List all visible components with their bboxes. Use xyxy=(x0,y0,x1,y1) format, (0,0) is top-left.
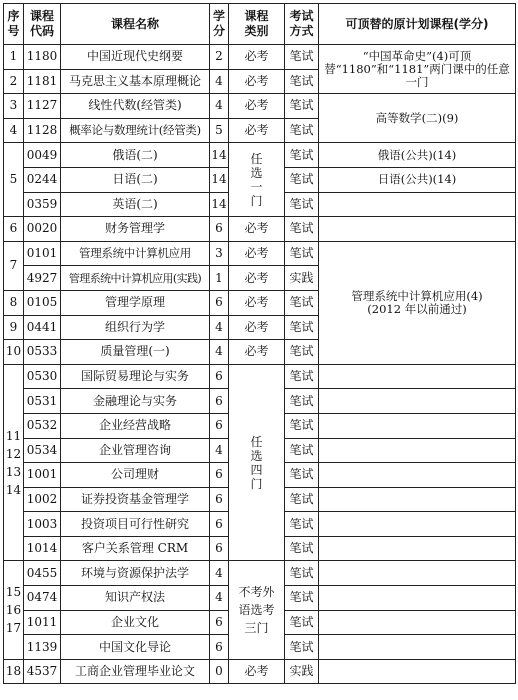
course-name: 投资项目可行性研究 xyxy=(61,512,210,537)
replace-note-empty xyxy=(319,438,516,463)
header-seq: 序 号 xyxy=(4,4,24,45)
course-code: 1128 xyxy=(24,118,61,143)
course-exam: 笔试 xyxy=(285,561,319,586)
course-name: 管理学原理 xyxy=(61,290,210,315)
course-name: 中国文化导论 xyxy=(61,635,210,660)
course-code: 0441 xyxy=(24,315,61,340)
course-code: 4537 xyxy=(24,659,61,684)
course-name: 日语(二) xyxy=(61,167,210,192)
course-credit: 4 xyxy=(210,438,229,463)
course-code: 1003 xyxy=(24,512,61,537)
course-exam: 笔试 xyxy=(285,487,319,512)
course-category: 必考 xyxy=(229,217,285,242)
course-name: 质量管理(一) xyxy=(61,340,210,365)
header-category: 课程 类别 xyxy=(229,4,285,45)
course-credit: 6 xyxy=(210,512,229,537)
course-credit: 4 xyxy=(210,586,229,611)
course-exam: 笔试 xyxy=(285,241,319,266)
seq-cell-group: 11 12 13 14 xyxy=(4,364,24,561)
course-name: 概率论与数理统计(经管类) xyxy=(61,118,210,143)
course-name: 金融理论与实务 xyxy=(61,389,210,414)
course-name: 管理系统中计算机应用(实践) xyxy=(61,266,210,291)
replace-note: “中国革命史”(4)可顶替“1180”和“1181”两门课中的任意一门 xyxy=(319,45,516,94)
course-code: 1181 xyxy=(24,69,61,94)
course-credit: 4 xyxy=(210,561,229,586)
course-category: 必考 xyxy=(229,94,285,119)
category-group-choose-four: 任 选 四 门 xyxy=(229,364,285,561)
header-row xyxy=(4,4,516,45)
course-name: 马克思主义基本原理概论 xyxy=(61,69,210,94)
course-exam: 笔试 xyxy=(285,143,319,168)
course-exam: 实践 xyxy=(285,266,319,291)
replace-note: 管理系统中计算机应用(4) (2012 年以前通过) xyxy=(319,241,516,364)
table-row xyxy=(4,364,516,389)
replace-note: 高等数学(二)(9) xyxy=(319,94,516,143)
course-name: 知识产权法 xyxy=(61,586,210,611)
course-name: 企业经营战略 xyxy=(61,413,210,438)
replace-note-empty xyxy=(319,610,516,635)
course-credit: 6 xyxy=(210,389,229,414)
replace-note-empty xyxy=(319,659,516,684)
course-name: 中国近现代史纲要 xyxy=(61,45,210,70)
header-replace: 可顶替的原计划课程(学分) xyxy=(319,4,516,45)
seq-cell: 18 xyxy=(4,659,24,684)
seq-cell: 5 xyxy=(4,143,24,217)
course-credit: 6 xyxy=(210,536,229,561)
table-row xyxy=(4,45,516,70)
replace-note-empty xyxy=(319,192,516,217)
course-exam: 笔试 xyxy=(285,45,319,70)
course-credit: 4 xyxy=(210,340,229,365)
category-group-choose-one: 任 选 一 门 xyxy=(229,143,285,217)
course-code: 0534 xyxy=(24,438,61,463)
course-exam: 笔试 xyxy=(285,512,319,537)
course-exam: 笔试 xyxy=(285,167,319,192)
course-credit: 6 xyxy=(210,364,229,389)
course-credit: 14 xyxy=(210,143,229,168)
course-name: 俄语(二) xyxy=(61,143,210,168)
course-name: 英语(二) xyxy=(61,192,210,217)
replace-note: 俄语(公共)(14) xyxy=(319,143,516,168)
replace-note-empty xyxy=(319,364,516,389)
course-exam: 笔试 xyxy=(285,192,319,217)
table-row xyxy=(4,217,516,242)
course-code: 1127 xyxy=(24,94,61,119)
course-category: 必考 xyxy=(229,315,285,340)
header-credit: 学 分 xyxy=(210,4,229,45)
replace-note-empty xyxy=(319,217,516,242)
table-row xyxy=(4,94,516,119)
course-name: 财务管理学 xyxy=(61,217,210,242)
course-code: 0105 xyxy=(24,290,61,315)
course-credit: 6 xyxy=(210,217,229,242)
seq-cell: 4 xyxy=(4,118,24,143)
course-category: 必考 xyxy=(229,340,285,365)
course-category: 必考 xyxy=(229,290,285,315)
course-name: 管理系统中计算机应用 xyxy=(61,241,210,266)
course-category: 必考 xyxy=(229,69,285,94)
replace-note-empty xyxy=(319,586,516,611)
table-row xyxy=(4,143,516,168)
replace-note-empty xyxy=(319,389,516,414)
curriculum-table xyxy=(3,3,516,684)
seq-cell: 3 xyxy=(4,94,24,119)
course-credit: 4 xyxy=(210,315,229,340)
course-code: 0101 xyxy=(24,241,61,266)
category-group-choose-three: 不考外 语选考 三门 xyxy=(229,561,285,659)
course-code: 1139 xyxy=(24,635,61,660)
course-code: 1011 xyxy=(24,610,61,635)
course-code: 0474 xyxy=(24,586,61,611)
seq-cell: 9 xyxy=(4,315,24,340)
course-name: 线性代数(经管类) xyxy=(61,94,210,119)
course-credit: 0 xyxy=(210,659,229,684)
course-exam: 笔试 xyxy=(285,340,319,365)
seq-cell: 6 xyxy=(4,217,24,242)
course-code: 0533 xyxy=(24,340,61,365)
table-row xyxy=(4,241,516,266)
seq-cell-group: 15 16 17 xyxy=(4,561,24,659)
course-exam: 实践 xyxy=(285,659,319,684)
course-name: 国际贸易理论与实务 xyxy=(61,364,210,389)
course-code: 0020 xyxy=(24,217,61,242)
table-row xyxy=(4,561,516,586)
course-credit: 6 xyxy=(210,463,229,488)
course-exam: 笔试 xyxy=(285,69,319,94)
course-code: 0455 xyxy=(24,561,61,586)
header-name: 课程名称 xyxy=(61,4,210,45)
course-credit: 2 xyxy=(210,45,229,70)
course-credit: 3 xyxy=(210,241,229,266)
course-category: 必考 xyxy=(229,45,285,70)
course-credit: 6 xyxy=(210,290,229,315)
replace-note: 日语(公共)(14) xyxy=(319,167,516,192)
course-name: 环境与资源保护法学 xyxy=(61,561,210,586)
curriculum-sheet xyxy=(3,3,516,684)
course-name: 证券投资基金管理学 xyxy=(61,487,210,512)
course-exam: 笔试 xyxy=(285,586,319,611)
course-code: 1014 xyxy=(24,536,61,561)
replace-note-empty xyxy=(319,561,516,586)
replace-note-empty xyxy=(319,413,516,438)
table-row xyxy=(4,659,516,684)
course-category: 必考 xyxy=(229,659,285,684)
course-exam: 笔试 xyxy=(285,438,319,463)
course-name: 公司理财 xyxy=(61,463,210,488)
replace-note-empty xyxy=(319,487,516,512)
course-code: 0530 xyxy=(24,364,61,389)
course-exam: 笔试 xyxy=(285,536,319,561)
course-exam: 笔试 xyxy=(285,94,319,119)
course-exam: 笔试 xyxy=(285,315,319,340)
course-name: 企业文化 xyxy=(61,610,210,635)
course-exam: 笔试 xyxy=(285,463,319,488)
course-exam: 笔试 xyxy=(285,364,319,389)
course-credit: 14 xyxy=(210,167,229,192)
replace-note-empty xyxy=(319,463,516,488)
course-credit: 14 xyxy=(210,192,229,217)
course-credit: 1 xyxy=(210,266,229,291)
course-exam: 笔试 xyxy=(285,290,319,315)
seq-cell: 8 xyxy=(4,290,24,315)
course-name: 组织行为学 xyxy=(61,315,210,340)
course-category: 必考 xyxy=(229,266,285,291)
course-exam: 笔试 xyxy=(285,413,319,438)
course-code: 1180 xyxy=(24,45,61,70)
replace-note-empty xyxy=(319,536,516,561)
course-code: 0049 xyxy=(24,143,61,168)
course-credit: 6 xyxy=(210,413,229,438)
course-name: 工商企业管理毕业论文 xyxy=(61,659,210,684)
course-exam: 笔试 xyxy=(285,610,319,635)
course-name: 企业管理咨询 xyxy=(61,438,210,463)
course-credit: 6 xyxy=(210,487,229,512)
course-category: 必考 xyxy=(229,241,285,266)
replace-note-empty xyxy=(319,512,516,537)
course-credit: 6 xyxy=(210,635,229,660)
course-credit: 5 xyxy=(210,118,229,143)
course-code: 4927 xyxy=(24,266,61,291)
replace-note-empty xyxy=(319,635,516,660)
seq-cell: 2 xyxy=(4,69,24,94)
course-code: 0532 xyxy=(24,413,61,438)
course-credit: 4 xyxy=(210,69,229,94)
course-code: 0359 xyxy=(24,192,61,217)
course-credit: 4 xyxy=(210,94,229,119)
seq-cell: 10 xyxy=(4,340,24,365)
course-exam: 笔试 xyxy=(285,118,319,143)
header-exam: 考试 方式 xyxy=(285,4,319,45)
course-exam: 笔试 xyxy=(285,635,319,660)
course-code: 0531 xyxy=(24,389,61,414)
header-code: 课程 代码 xyxy=(24,4,61,45)
course-credit: 6 xyxy=(210,610,229,635)
course-code: 1002 xyxy=(24,487,61,512)
course-name: 客户关系管理 CRM xyxy=(61,536,210,561)
seq-cell: 7 xyxy=(4,241,24,290)
course-exam: 笔试 xyxy=(285,389,319,414)
course-code: 1001 xyxy=(24,463,61,488)
course-category: 必考 xyxy=(229,118,285,143)
course-exam: 笔试 xyxy=(285,217,319,242)
course-code: 0244 xyxy=(24,167,61,192)
seq-cell: 1 xyxy=(4,45,24,70)
